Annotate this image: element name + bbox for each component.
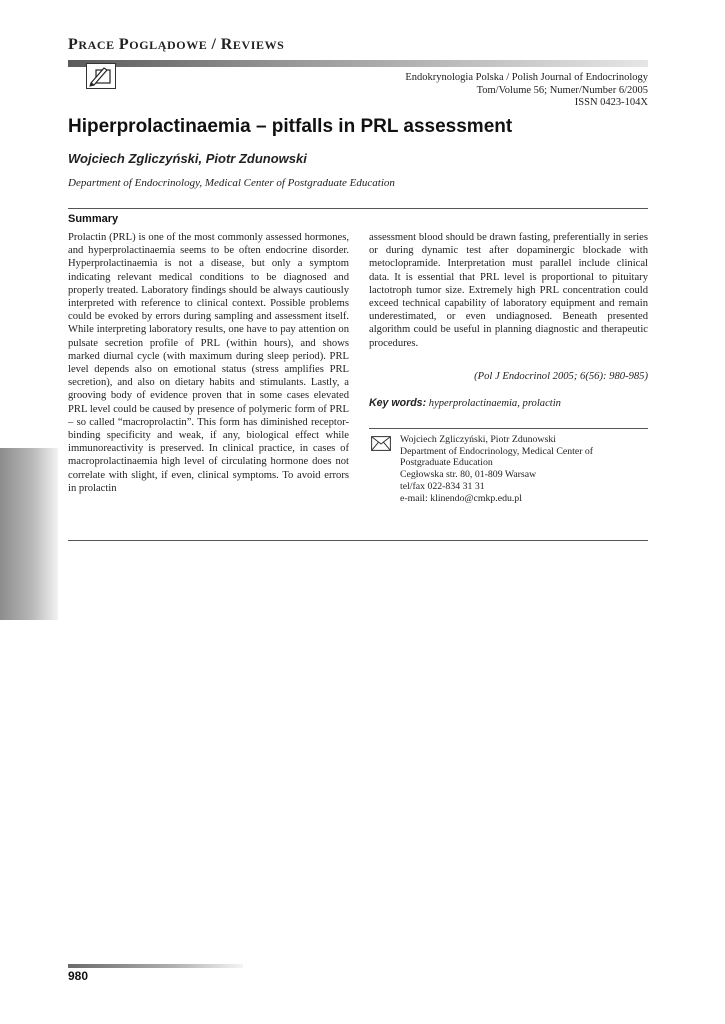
corr-email[interactable]: e-mail: klinendo@cmkp.edu.pl <box>400 492 522 504</box>
article-title: Hiperprolactinaemia – pitfalls in PRL assessment <box>68 116 513 137</box>
correspondence-rule <box>369 428 648 429</box>
corr-name: Wojciech Zgliczyński, Piotr Zdunowski <box>400 434 556 445</box>
keywords-label: Key words: <box>369 397 427 409</box>
corr-dept-cont: Postgraduate Education <box>400 457 493 469</box>
affiliation: Department of Endocrinology, Medical Center of Postgraduate Education <box>68 177 395 189</box>
header-bar <box>68 60 648 67</box>
citation: (Pol J Endocrinol 2005; 6(56): 980-985) <box>474 371 648 382</box>
journal-volume: Tom/Volume 56; Numer/Number 6/2005 <box>476 84 648 96</box>
corr-phone: tel/fax 022-834 31 31 <box>400 480 485 492</box>
summary-top-rule <box>68 208 648 209</box>
journal-issn: ISSN 0423-104X <box>574 97 648 108</box>
corr-address: Cegłowska str. 80, 01-809 Warsaw <box>400 469 537 481</box>
corr-dept: Department of Endocrinology, Medical Center of <box>400 445 594 457</box>
summary-text-right: assessment blood should be drawn fasting, preferentially in series or during dynamic test after dopaminergic blockade with metoclopramide. Interpretation must parallel include clinical data. It is essential that PRL level is proportional to pituitary lactotroph tumor size. Extremely high PRL concentration could exceed technical capability of laboratory equipment and remain underestimated, or even undiagnosed. Beneath presented algorithm could be useful in planning diagnostic and therapeutic procedures. <box>369 232 648 349</box>
authors: Wojciech Zgliczyński, Piotr Zdunowski <box>68 151 307 166</box>
section-header: PRACE POGLĄDOWE / REVIEWS <box>68 36 285 53</box>
side-tab-bar <box>0 448 58 620</box>
envelope-icon <box>371 436 391 456</box>
journal-name: Endokrynologia Polska / Polish Journal of Endocrinology <box>405 72 648 83</box>
keywords-text: hyperprolactinaemia, prolactin <box>428 398 561 409</box>
keywords <box>369 397 561 409</box>
footer-bar <box>68 964 243 968</box>
journal-info <box>405 72 648 110</box>
summary-bottom-rule <box>68 540 648 541</box>
pen-on-paper-icon <box>86 63 116 89</box>
summary-text-left: Prolactin (PRL) is one of the most commonly assessed hormones, and hyperprolactinaemia seems to be often endocrine disorder. Hyperprolactinaemia is not a disease, but only a symptom indicating relevant medical conditions to be diagnosed and properly treated. Laboratory findings should be always cautiously interpreted with reference to clinical context. Possible problems could be evoked by errors during sampling and assessment itself. While interpreting laboratory results, one have to pay attention on pulsate secretion profile of PRL (within hours), and shows marked diurnal cycle (with maximum during sleep period). PRL level depends also on emotional status (stress amplifies PRL secretion), and also on dietary habits and stimulants. Lastly, a grooving body of evidence proven that in some cases elevated PRL level could be caused by presence of polymeric form of PRL – so called “macroprolactin”. This form has diminished receptor-binding specificity and weak, if any, biological effect while immunoreactivity is preserved. In clinical practice, in cases of macroprolactinaemia high level of circulating hormone does not correlate with slight, if even, clinical symptoms. To avoid errors in prolactin <box>68 232 349 494</box>
page-number: 980 <box>68 969 89 983</box>
correspondence-address <box>400 434 648 504</box>
summary-heading: Summary <box>68 213 119 225</box>
